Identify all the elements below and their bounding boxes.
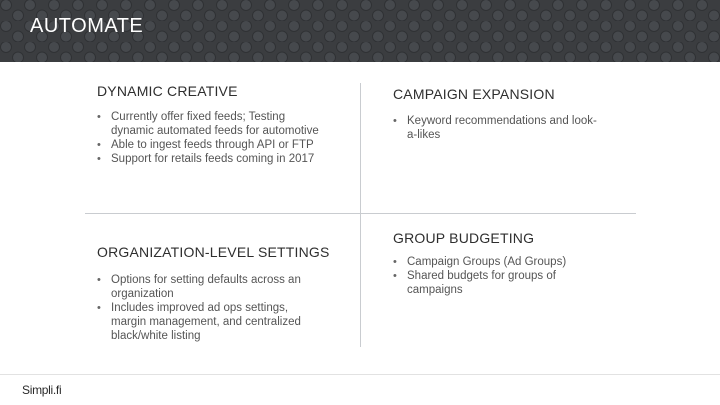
section-title: CAMPAIGN EXPANSION xyxy=(393,86,555,102)
list-item xyxy=(393,255,603,269)
bullet-dot-icon: • xyxy=(393,256,397,268)
bullet-list xyxy=(97,110,322,166)
list-item xyxy=(97,110,322,138)
list-item-text: Campaign Groups (Ad Groups) xyxy=(407,256,567,268)
section-title: ORGANIZATION-LEVEL SETTINGS xyxy=(97,244,330,260)
bullet-dot-icon: • xyxy=(97,274,101,286)
list-item xyxy=(393,114,603,142)
bullet-dot-icon: • xyxy=(97,302,101,314)
bullet-dot-icon: • xyxy=(97,111,101,123)
bullet-list xyxy=(97,273,322,343)
bullet-list xyxy=(393,114,603,142)
page-title: AUTOMATE xyxy=(30,15,144,37)
header-banner xyxy=(0,0,720,62)
list-item-text: Options for setting defaults across an organization xyxy=(111,274,301,300)
list-item xyxy=(393,269,603,297)
list-item xyxy=(97,273,322,301)
list-item-text: Currently offer fixed feeds; Testing dynamic automated feeds for automotive xyxy=(111,111,319,137)
section-campaign-expansion xyxy=(393,86,603,142)
section-dynamic-creative xyxy=(97,83,322,166)
bullet-list xyxy=(393,255,603,297)
section-title: GROUP BUDGETING xyxy=(393,230,535,246)
list-item-text: Includes improved ad ops settings, margin management, and centralized black/white listing xyxy=(111,302,301,342)
list-item-text: Shared budgets for groups of campaigns xyxy=(407,270,556,296)
horizontal-divider xyxy=(85,213,636,214)
list-item-text: Keyword recommendations and look-a-likes xyxy=(407,115,597,141)
footer-divider xyxy=(0,374,720,375)
section-group-budgeting xyxy=(393,230,603,297)
list-item-text: Able to ingest feeds through API or FTP xyxy=(111,139,314,151)
bullet-dot-icon: • xyxy=(393,115,397,127)
list-item-text: Support for retails feeds coming in 2017 xyxy=(111,153,315,165)
section-organization-settings xyxy=(97,244,330,343)
vertical-divider xyxy=(360,83,361,347)
list-item xyxy=(97,301,322,343)
list-item xyxy=(97,138,322,152)
company-logo: Simpli.fi xyxy=(22,383,62,397)
section-title: DYNAMIC CREATIVE xyxy=(97,83,238,99)
bullet-dot-icon: • xyxy=(393,270,397,282)
bullet-dot-icon: • xyxy=(97,153,101,165)
list-item xyxy=(97,152,322,166)
bullet-dot-icon: • xyxy=(97,139,101,151)
